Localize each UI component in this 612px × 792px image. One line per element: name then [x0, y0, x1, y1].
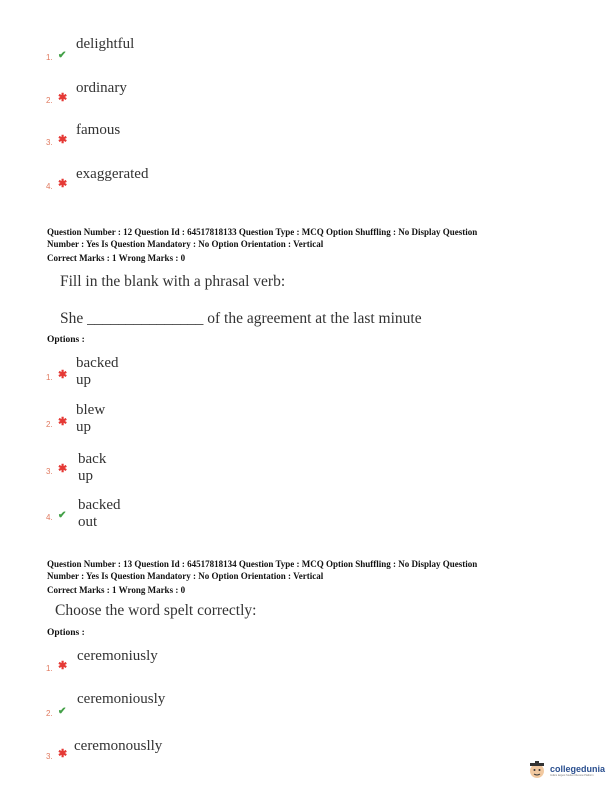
option-text: delightful: [76, 36, 135, 52]
cross-icon: ✱: [58, 369, 68, 381]
option-text: famous: [76, 122, 121, 138]
cross-icon: ✱: [58, 463, 68, 475]
option-number: 1.: [46, 664, 53, 673]
question-12-sentence: [60, 310, 422, 328]
option-number: 2.: [46, 96, 53, 105]
option-text: ceremoniusly: [77, 648, 158, 664]
mascot-icon: [527, 760, 547, 780]
collegedunia-logo: [527, 760, 605, 780]
option-number: 1.: [46, 373, 53, 382]
cross-icon: ✱: [58, 660, 68, 672]
cross-icon: ✱: [58, 134, 68, 146]
option-text: backed up: [76, 355, 119, 388]
cross-icon: ✱: [58, 178, 68, 190]
check-icon: ✔: [58, 706, 67, 717]
check-icon: ✔: [58, 510, 67, 521]
blank-line: _______________: [87, 310, 204, 327]
question-13-prompt: Choose the word spelt correctly:: [55, 602, 257, 619]
option-number: 3.: [46, 138, 53, 147]
question-12-prompt: Fill in the blank with a phrasal verb:: [60, 273, 286, 290]
option-number: 2.: [46, 420, 53, 429]
option-number: 4.: [46, 513, 53, 522]
option-text: back up: [78, 451, 107, 484]
meta-line-1: Question Number : 12 Question Id : 64517818133 Question Type : MCQ Option Shuffling : No Display Question: [47, 227, 478, 237]
options-label: Options :: [47, 335, 85, 345]
logo-name: collegedunia: [550, 763, 606, 774]
meta-line-1: Question Number : 13 Question Id : 64517818134 Question Type : MCQ Option Shuffling : No Display Question: [47, 559, 478, 569]
option-number: 2.: [46, 709, 53, 718]
cross-icon: ✱: [58, 748, 68, 760]
check-icon: ✔: [58, 50, 67, 61]
sentence-end: of the agreement at the last minute: [207, 310, 422, 327]
sentence-start: She: [60, 310, 84, 327]
option-number: 3.: [46, 467, 53, 476]
cross-icon: ✱: [58, 92, 68, 104]
options-label: Options :: [47, 628, 85, 638]
option-number: 1.: [46, 53, 53, 62]
meta-line-2: Number : Yes Is Question Mandatory : No Option Orientation : Vertical: [47, 571, 324, 581]
question-12-meta: [47, 226, 567, 264]
question-13-meta: [47, 558, 567, 596]
option-text: ceremoniously: [77, 691, 166, 707]
option-text: ceremonouslly: [74, 738, 163, 754]
option-text: ordinary: [76, 80, 127, 96]
meta-line-2: Number : Yes Is Question Mandatory : No Option Orientation : Vertical: [47, 239, 324, 249]
option-text: backed out: [78, 497, 121, 530]
marks-line: Correct Marks : 1 Wrong Marks : 0: [47, 585, 186, 595]
option-text: blew up: [76, 402, 106, 435]
option-number: 4.: [46, 182, 53, 191]
cross-icon: ✱: [58, 416, 68, 428]
option-text: exaggerated: [76, 166, 149, 182]
logo-tagline: India's largest Student Review Platform: [550, 773, 594, 777]
marks-line: Correct Marks : 1 Wrong Marks : 0: [47, 253, 186, 263]
option-number: 3.: [46, 752, 53, 761]
